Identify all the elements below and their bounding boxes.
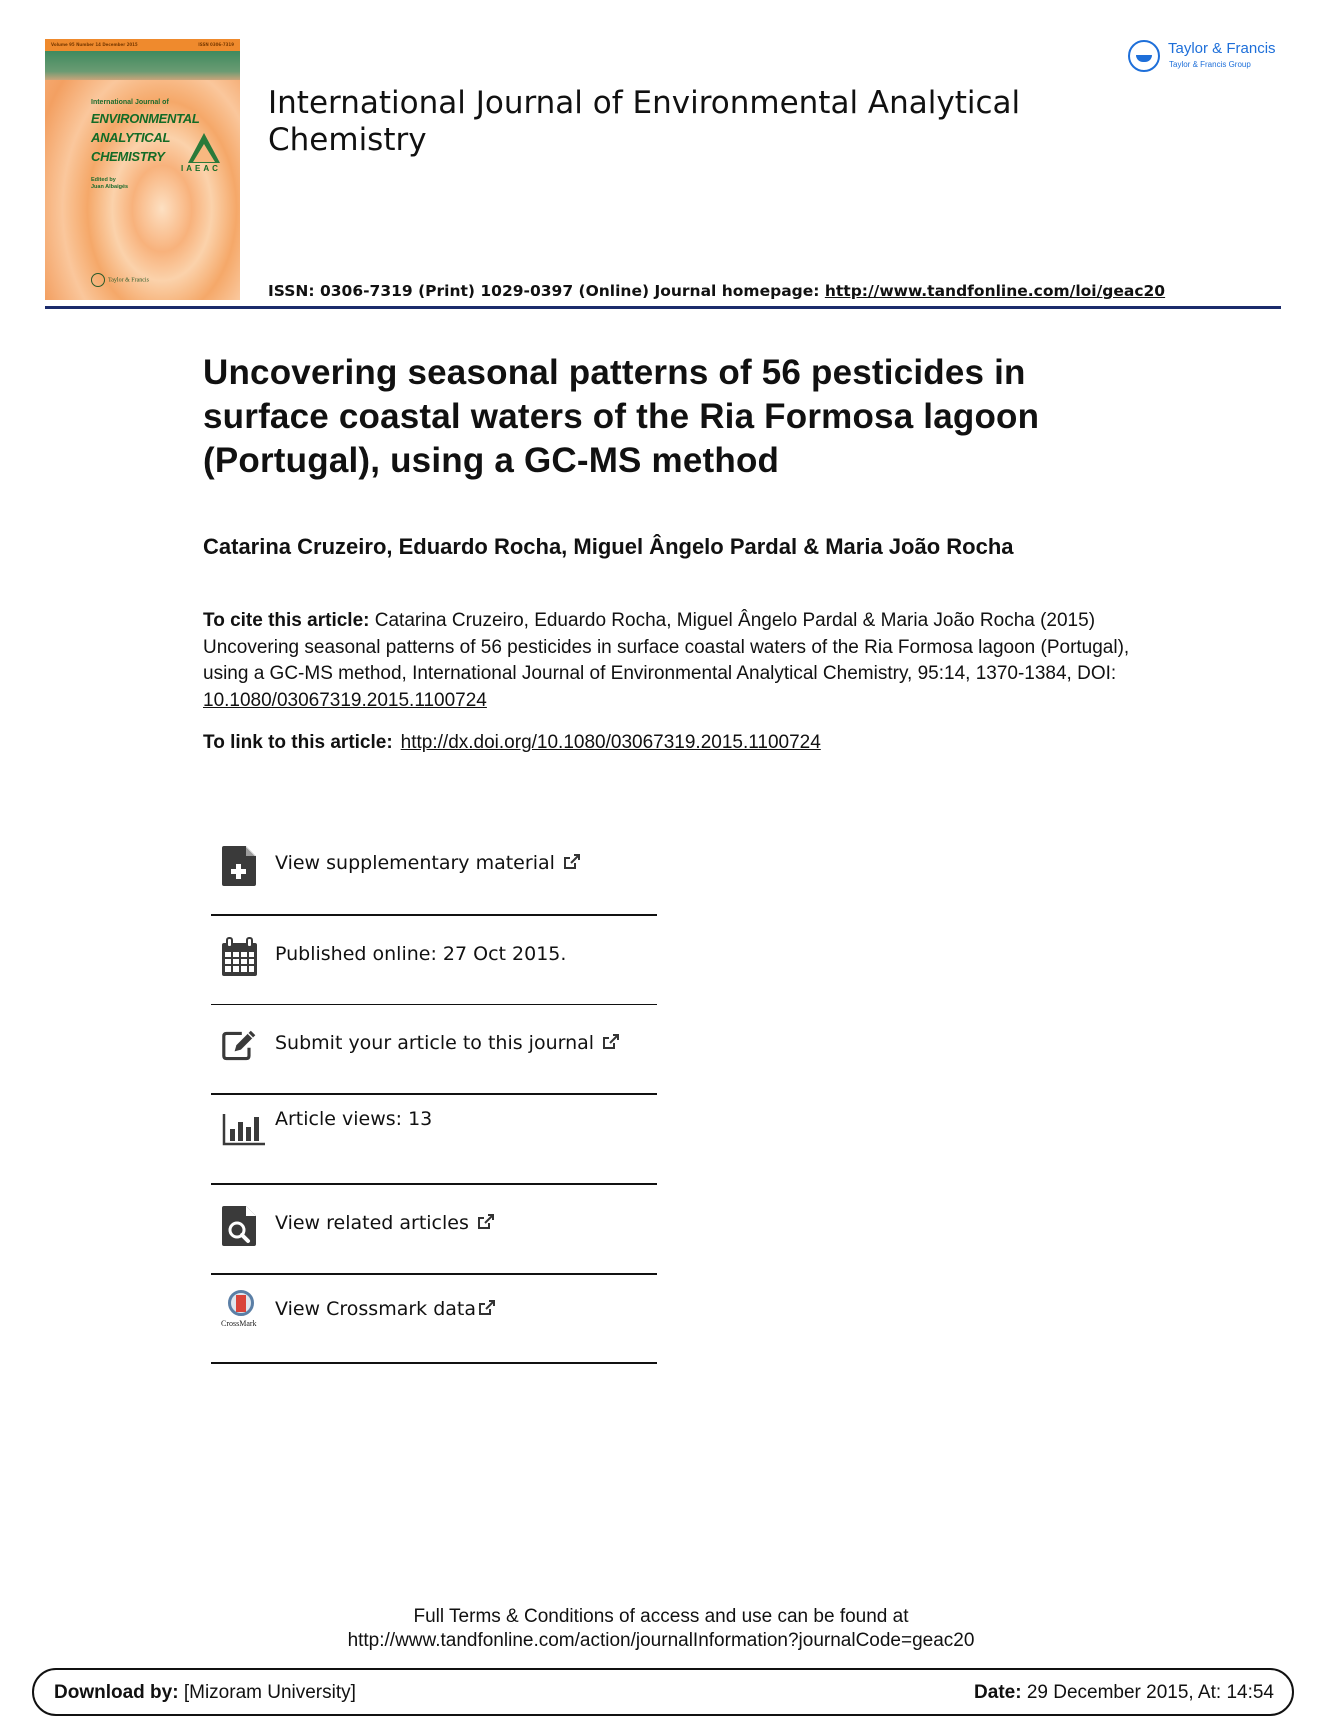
- download-label: Download by:: [54, 1682, 179, 1703]
- cover-green-band: [45, 51, 240, 80]
- terms-url[interactable]: http://www.tandfonline.com/action/journalInformation?journalCode=geac20: [347, 1630, 975, 1651]
- crossmark-icon: [221, 1290, 263, 1338]
- external-link-icon: [477, 1213, 495, 1231]
- journal-cover-image: [45, 39, 240, 300]
- divider: [211, 1273, 657, 1275]
- date-value: 29 December 2015, At: 14:54: [1021, 1682, 1274, 1703]
- calendar-icon: [222, 937, 258, 977]
- cover-title-line-1: ENVIRONMENTAL: [91, 111, 200, 126]
- divider: [211, 914, 657, 916]
- cover-subtitle: International Journal of: [91, 99, 169, 106]
- cover-society: IAEAC: [181, 164, 221, 173]
- publisher-name: Taylor & Francis: [1168, 40, 1276, 57]
- download-date: [974, 1682, 1274, 1704]
- crossmark-link[interactable]: [211, 1276, 657, 1356]
- item-label: View related articles: [275, 1212, 469, 1234]
- article-doi-url[interactable]: http://dx.doi.org/10.1080/03067319.2015.1100724: [400, 732, 821, 753]
- cover-editor: [91, 177, 128, 191]
- supplementary-material-link[interactable]: [211, 826, 657, 906]
- external-link-icon: [602, 1033, 620, 1051]
- cover-top-bar: [45, 39, 240, 51]
- publisher-group: Taylor & Francis Group: [1169, 60, 1251, 69]
- external-link-icon: [478, 1299, 496, 1317]
- cover-issn: ISSN 0306-7319: [198, 42, 234, 47]
- article-link-line: [203, 732, 821, 754]
- cover-publisher: [91, 273, 149, 287]
- cover-publisher-name: Taylor & Francis: [108, 277, 149, 284]
- item-label: Submit your article to this journal: [275, 1032, 595, 1054]
- item-label: Published online: 27 Oct 2015.: [275, 943, 567, 965]
- citation-block: [203, 608, 1163, 714]
- item-label: View Crossmark data: [275, 1298, 477, 1320]
- cover-title-line-3: CHEMISTRY: [91, 149, 165, 164]
- related-articles-link[interactable]: [211, 1186, 657, 1266]
- download-value: [Mizoram University]: [178, 1682, 356, 1703]
- published-online-info: [211, 917, 657, 997]
- doi-link[interactable]: 10.1080/03067319.2015.1100724: [203, 689, 487, 711]
- article-views-info: [211, 1096, 657, 1176]
- cover-title-line-2: ANALYTICAL: [91, 130, 171, 145]
- header-divider: [45, 306, 1281, 309]
- publisher-logo[interactable]: [1128, 38, 1298, 78]
- iaeac-triangle-inner: [193, 144, 215, 162]
- bar-chart-icon: [222, 1110, 266, 1150]
- item-label: Article views: 13: [275, 1108, 433, 1130]
- divider: [211, 1183, 657, 1185]
- terms-notice: [0, 1605, 1322, 1653]
- article-title: Uncovering seasonal patterns of 56 pesticides in surface coastal waters of the Ria Formosa lagoon (Portugal), using a GC-MS method: [203, 353, 1040, 480]
- cite-text: Catarina Cruzeiro, Eduardo Rocha, Miguel Ângelo Pardal & Maria João Rocha (2015) Uncovering seasonal patterns of 56 pesticides in surface coastal waters of the Ria Formosa lagoon (Portugal), using a GC-MS method, International Journal of Environmental Analytical Chemistry, 95:14, 1370-1384, DOI:: [203, 610, 1130, 684]
- file-plus-icon: [222, 846, 258, 886]
- download-info-box: [32, 1668, 1294, 1716]
- issn-line: [268, 282, 1165, 300]
- link-label: To link to this article:: [203, 732, 393, 753]
- submit-article-link[interactable]: [211, 1006, 657, 1086]
- download-by: [54, 1682, 356, 1704]
- crossmark-ribbon: [236, 1295, 246, 1312]
- divider: [211, 1362, 657, 1364]
- cover-edited-by: Edited by: [91, 177, 116, 183]
- crossmark-caption: CrossMark: [221, 1319, 257, 1328]
- divider: [211, 1004, 657, 1005]
- journal-homepage-link[interactable]: http://www.tandfonline.com/loi/geac20: [824, 282, 1166, 300]
- external-link-icon: [563, 853, 581, 871]
- issn-text: ISSN: 0306-7319 (Print) 1029-0397 (Online) Journal homepage:: [268, 282, 825, 300]
- file-search-icon: [222, 1206, 258, 1246]
- tf-lamp-icon: [91, 273, 105, 287]
- item-label: View supplementary material: [275, 852, 555, 874]
- date-label: Date:: [974, 1682, 1022, 1703]
- cover-editor-name: Juan Albaigés: [91, 184, 129, 190]
- cite-label: To cite this article:: [203, 610, 370, 631]
- edit-icon: [222, 1026, 258, 1066]
- terms-line-1: Full Terms & Conditions of access and use can be found at: [413, 1606, 909, 1627]
- divider: [211, 1093, 657, 1095]
- cover-volume-info: Volume 95 Number 14 December 2015: [51, 42, 138, 47]
- journal-title: International Journal of Environmental Analytical Chemistry: [268, 85, 1021, 158]
- article-authors: Catarina Cruzeiro, Eduardo Rocha, Miguel Ângelo Pardal & Maria João Rocha: [203, 534, 1014, 559]
